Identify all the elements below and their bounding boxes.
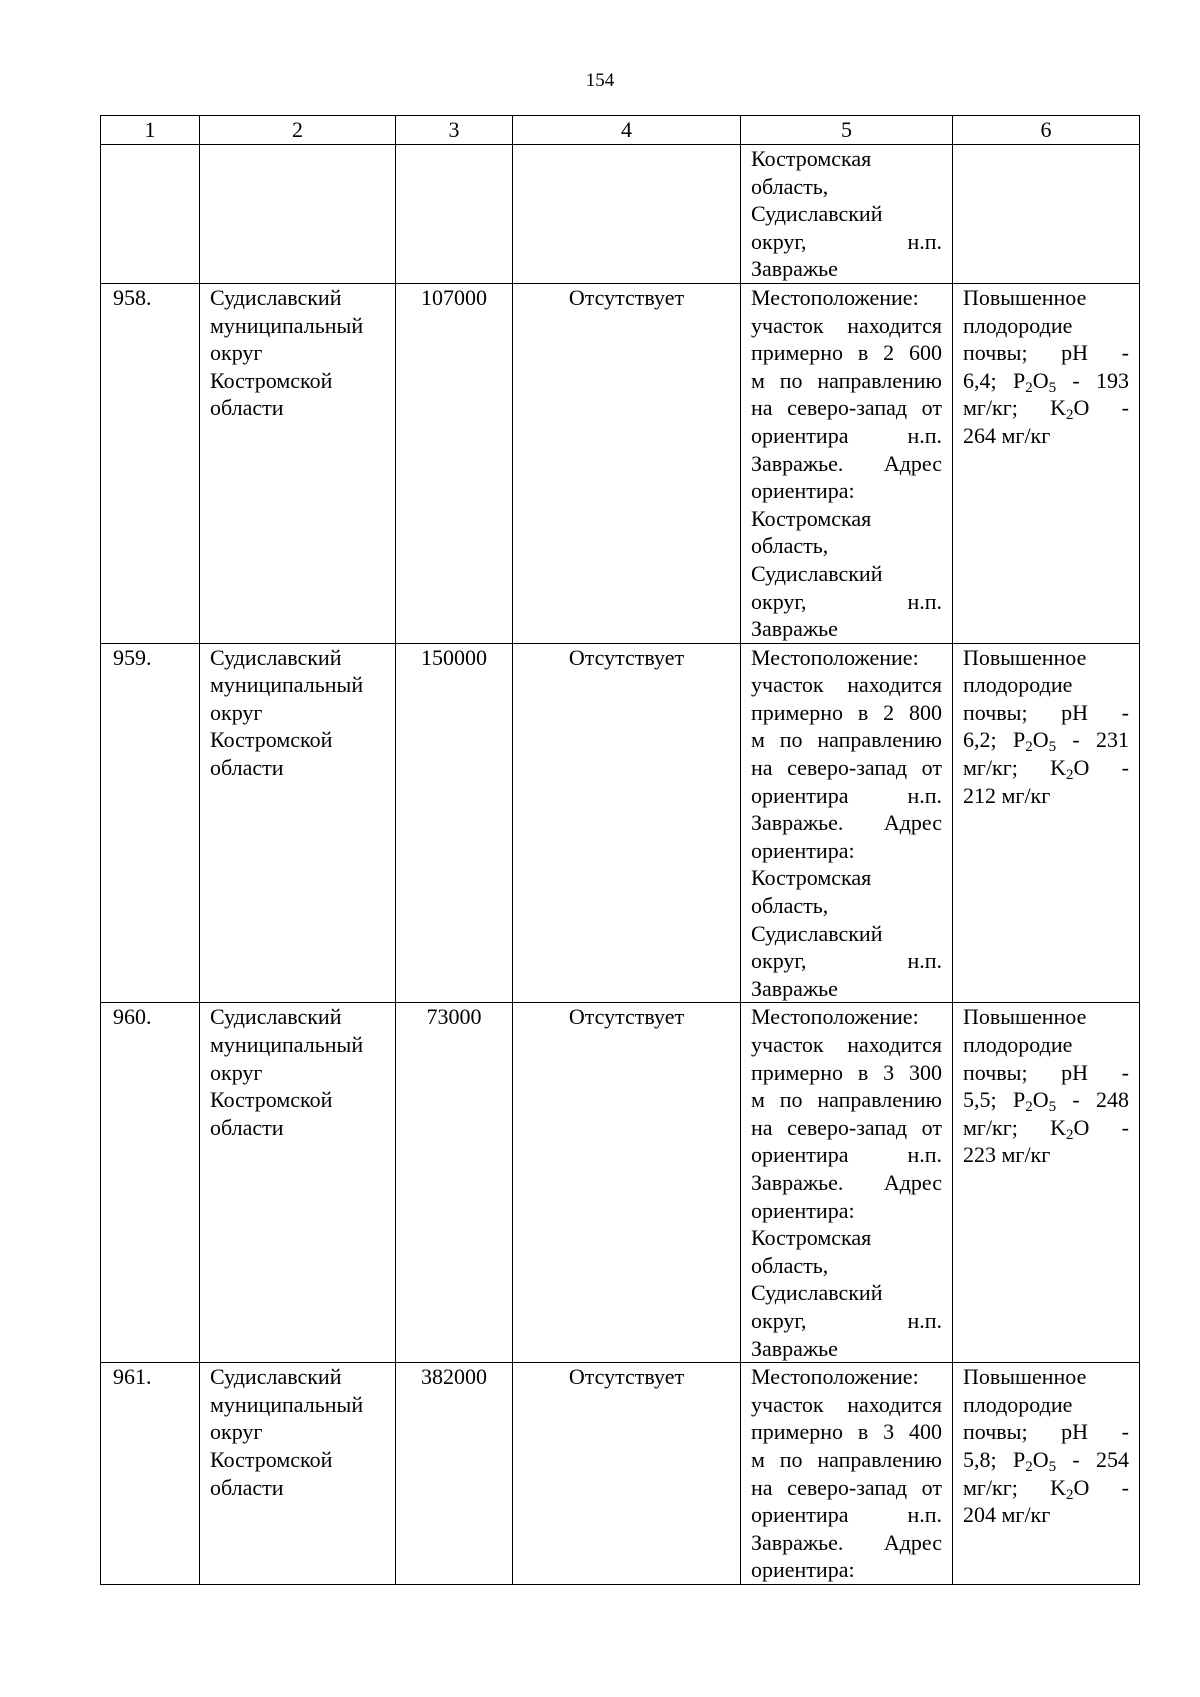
soil-line: мг/кг; $K_2O$ - — [963, 1474, 1129, 1503]
location-line: ориентира н.п. — [751, 422, 942, 448]
district-line: муниципальный — [210, 672, 364, 698]
location-line: Местоположение: — [751, 284, 919, 310]
potassium-value: 212 мг/кг — [963, 782, 1051, 808]
row-number: 961. — [101, 1363, 200, 1585]
district-cell — [200, 643, 396, 1003]
phosphorus-formula: $P_2O_5$ — [1012, 727, 1057, 756]
column-number: 5 — [741, 116, 953, 145]
location-cell — [741, 1363, 953, 1585]
potassium-formula: $K_2O$ — [1050, 1474, 1090, 1503]
location-line: ориентира н.п. — [751, 1142, 942, 1168]
location-line: Завражье — [751, 256, 838, 282]
location-line: Местоположение: — [751, 644, 919, 670]
table-row — [101, 1363, 1140, 1585]
location-line: примерно в 2 800 — [751, 699, 942, 725]
location-line: м по направлению — [751, 1446, 942, 1472]
soil-cell — [953, 1003, 1140, 1363]
district-line: области — [210, 1114, 284, 1140]
district-line: муниципальный — [210, 1032, 364, 1057]
soil-line: почвы; pH - — [963, 340, 1129, 366]
district-line: Костромской — [210, 1446, 333, 1472]
district-line: округ — [210, 340, 263, 366]
soil-cell — [953, 283, 1140, 643]
location-line: Завражье — [751, 616, 838, 642]
location-line: м по направлению — [751, 1087, 942, 1113]
soil-line: Повышенное — [963, 284, 1087, 310]
location-line: Костромская — [751, 1225, 872, 1251]
location-line: округ, н.п. — [751, 948, 942, 974]
page-number: 154 — [585, 70, 615, 91]
soil-line: мг/кг; $K_2O$ - — [963, 1114, 1129, 1143]
location-cell — [741, 283, 953, 643]
soil-line: почвы; pH - — [963, 699, 1129, 725]
location-line: Костромская — [751, 505, 872, 531]
district-line: области — [210, 755, 284, 781]
district-cell — [200, 1003, 396, 1363]
soil-line: почвы; pH - — [963, 1419, 1129, 1445]
location-line: ориентира: — [751, 1197, 855, 1223]
district-line: области — [210, 395, 284, 421]
location-line: на северо-запад от — [751, 395, 942, 421]
location-line: ориентира: — [751, 837, 855, 863]
ph-value: 5,8; — [963, 1446, 997, 1472]
ph-value: 6,2; — [963, 727, 997, 753]
continuation-row — [101, 145, 1140, 284]
location-line: округ, н.п. — [751, 228, 942, 254]
location-line: примерно в 3 400 — [751, 1419, 942, 1445]
phosphorus-formula: $P_2O_5$ — [1012, 1087, 1057, 1116]
phosphorus-formula: $P_2O_5$ — [1012, 1446, 1057, 1475]
empty-cell — [101, 145, 200, 284]
location-line: Судиславский — [751, 201, 883, 227]
location-line: м по направлению — [751, 367, 942, 393]
soil-line: плодородие — [963, 1032, 1073, 1057]
location-line: ориентира н.п. — [751, 1502, 942, 1528]
soil-line: мг/кг; $K_2O$ - — [963, 395, 1129, 424]
location-line: Завражье. Адрес — [751, 450, 942, 476]
phosphorus-value: - 231 — [1072, 727, 1130, 753]
phosphorus-value: - 254 — [1072, 1446, 1130, 1472]
location-line: примерно в 3 300 — [751, 1059, 942, 1085]
location-line: участок находится — [751, 672, 942, 698]
location-line: на северо-запад от — [751, 755, 942, 781]
empty-cell — [953, 145, 1140, 284]
soil-line: Повышенное — [963, 644, 1087, 670]
location-line: ориентира н.п. — [751, 782, 942, 808]
location-cell — [741, 1003, 953, 1363]
location-line: область, — [751, 1252, 829, 1278]
district-line: округ — [210, 1419, 263, 1445]
location-line: Судиславский — [751, 920, 883, 946]
soil-line: почвы; pH - — [963, 1059, 1129, 1085]
location-line: Костромская — [751, 865, 872, 891]
soil-line: плодородие — [963, 672, 1073, 698]
soil-line: Повышенное — [963, 1004, 1087, 1030]
location-line: область, — [751, 893, 829, 919]
area-cell: 382000 — [396, 1363, 513, 1585]
location-line: участок находится — [751, 312, 942, 338]
table-row — [101, 1003, 1140, 1363]
district-cell — [200, 283, 396, 643]
district-line: Судиславский — [210, 284, 342, 310]
district-line: Костромской — [210, 367, 333, 393]
column-number: 1 — [101, 116, 200, 145]
empty-cell — [396, 145, 513, 284]
location-line: Завражье. Адрес — [751, 1169, 942, 1195]
soil-cell — [953, 643, 1140, 1003]
empty-cell — [513, 145, 741, 284]
potassium-formula: $K_2O$ — [1050, 395, 1090, 424]
area-cell: 73000 — [396, 1003, 513, 1363]
land-plots-table — [100, 115, 1140, 1585]
empty-cell — [200, 145, 396, 284]
district-line: Судиславский — [210, 1004, 342, 1030]
location-line: Завражье — [751, 975, 838, 1001]
location-line: Завражье — [751, 1335, 838, 1361]
district-line: округ — [210, 1059, 263, 1085]
encumbrance-cell: Отсутствует — [513, 1003, 741, 1363]
location-line: область, — [751, 173, 829, 199]
soil-line — [963, 367, 1129, 395]
location-line: область, — [751, 533, 829, 559]
column-number: 4 — [513, 116, 741, 145]
encumbrance-cell: Отсутствует — [513, 283, 741, 643]
row-number: 960. — [101, 1003, 200, 1363]
location-line: Местоположение: — [751, 1004, 919, 1030]
phosphorus-value: - 193 — [1072, 367, 1130, 393]
district-line: Костромской — [210, 727, 333, 753]
row-number: 959. — [101, 643, 200, 1003]
phosphorus-value: - 248 — [1072, 1087, 1130, 1113]
location-cell — [741, 643, 953, 1003]
location-line: примерно в 2 600 — [751, 340, 942, 366]
location-line: Костромская — [751, 146, 872, 171]
soil-line: плодородие — [963, 1391, 1073, 1417]
location-line: м по направлению — [751, 727, 942, 753]
potassium-formula: $K_2O$ — [1050, 755, 1090, 784]
location-line: ориентира: — [751, 478, 855, 504]
soil-cell — [953, 1363, 1140, 1585]
location-line: Судиславский — [751, 560, 883, 586]
district-line: муниципальный — [210, 1391, 364, 1417]
soil-line — [963, 726, 1129, 754]
soil-line: Повышенное — [963, 1364, 1087, 1390]
district-line: Судиславский — [210, 644, 342, 670]
location-line: Судиславский — [751, 1280, 883, 1306]
table-row — [101, 643, 1140, 1003]
location-line: участок находится — [751, 1032, 942, 1057]
column-number-row — [101, 116, 1140, 145]
location-line: на северо-запад от — [751, 1474, 942, 1500]
location-line: участок находится — [751, 1391, 942, 1417]
district-line: Судиславский — [210, 1364, 342, 1390]
encumbrance-cell: Отсутствует — [513, 1363, 741, 1585]
district-line: области — [210, 1474, 284, 1500]
area-cell: 107000 — [396, 283, 513, 643]
location-line: ориентира: — [751, 1557, 855, 1583]
location-line: округ, н.п. — [751, 1307, 942, 1333]
district-line: Костромской — [210, 1087, 333, 1113]
district-line: муниципальный — [210, 312, 364, 338]
phosphorus-formula: $P_2O_5$ — [1012, 367, 1057, 396]
soil-line — [963, 1086, 1129, 1114]
encumbrance-cell: Отсутствует — [513, 643, 741, 1003]
soil-line — [963, 1446, 1129, 1474]
area-cell: 150000 — [396, 643, 513, 1003]
potassium-value: 223 мг/кг — [963, 1142, 1051, 1168]
soil-line: плодородие — [963, 312, 1073, 338]
location-line: округ, н.п. — [751, 588, 942, 614]
column-number: 2 — [200, 116, 396, 145]
potassium-formula: $K_2O$ — [1050, 1114, 1090, 1143]
location-line: на северо-запад от — [751, 1114, 942, 1140]
location-line: Завражье. Адрес — [751, 810, 942, 836]
ph-value: 5,5; — [963, 1087, 997, 1113]
column-number: 3 — [396, 116, 513, 145]
location-line: Местоположение: — [751, 1364, 919, 1390]
row-number: 958. — [101, 283, 200, 643]
location-line: Завражье. Адрес — [751, 1529, 942, 1555]
potassium-value: 264 мг/кг — [963, 422, 1051, 448]
table-row — [101, 283, 1140, 643]
ph-value: 6,4; — [963, 367, 997, 393]
potassium-value: 204 мг/кг — [963, 1502, 1051, 1528]
column-number: 6 — [953, 116, 1140, 145]
district-cell — [200, 1363, 396, 1585]
district-line: округ — [210, 699, 263, 725]
location-cell — [741, 145, 953, 284]
soil-line: мг/кг; $K_2O$ - — [963, 755, 1129, 784]
